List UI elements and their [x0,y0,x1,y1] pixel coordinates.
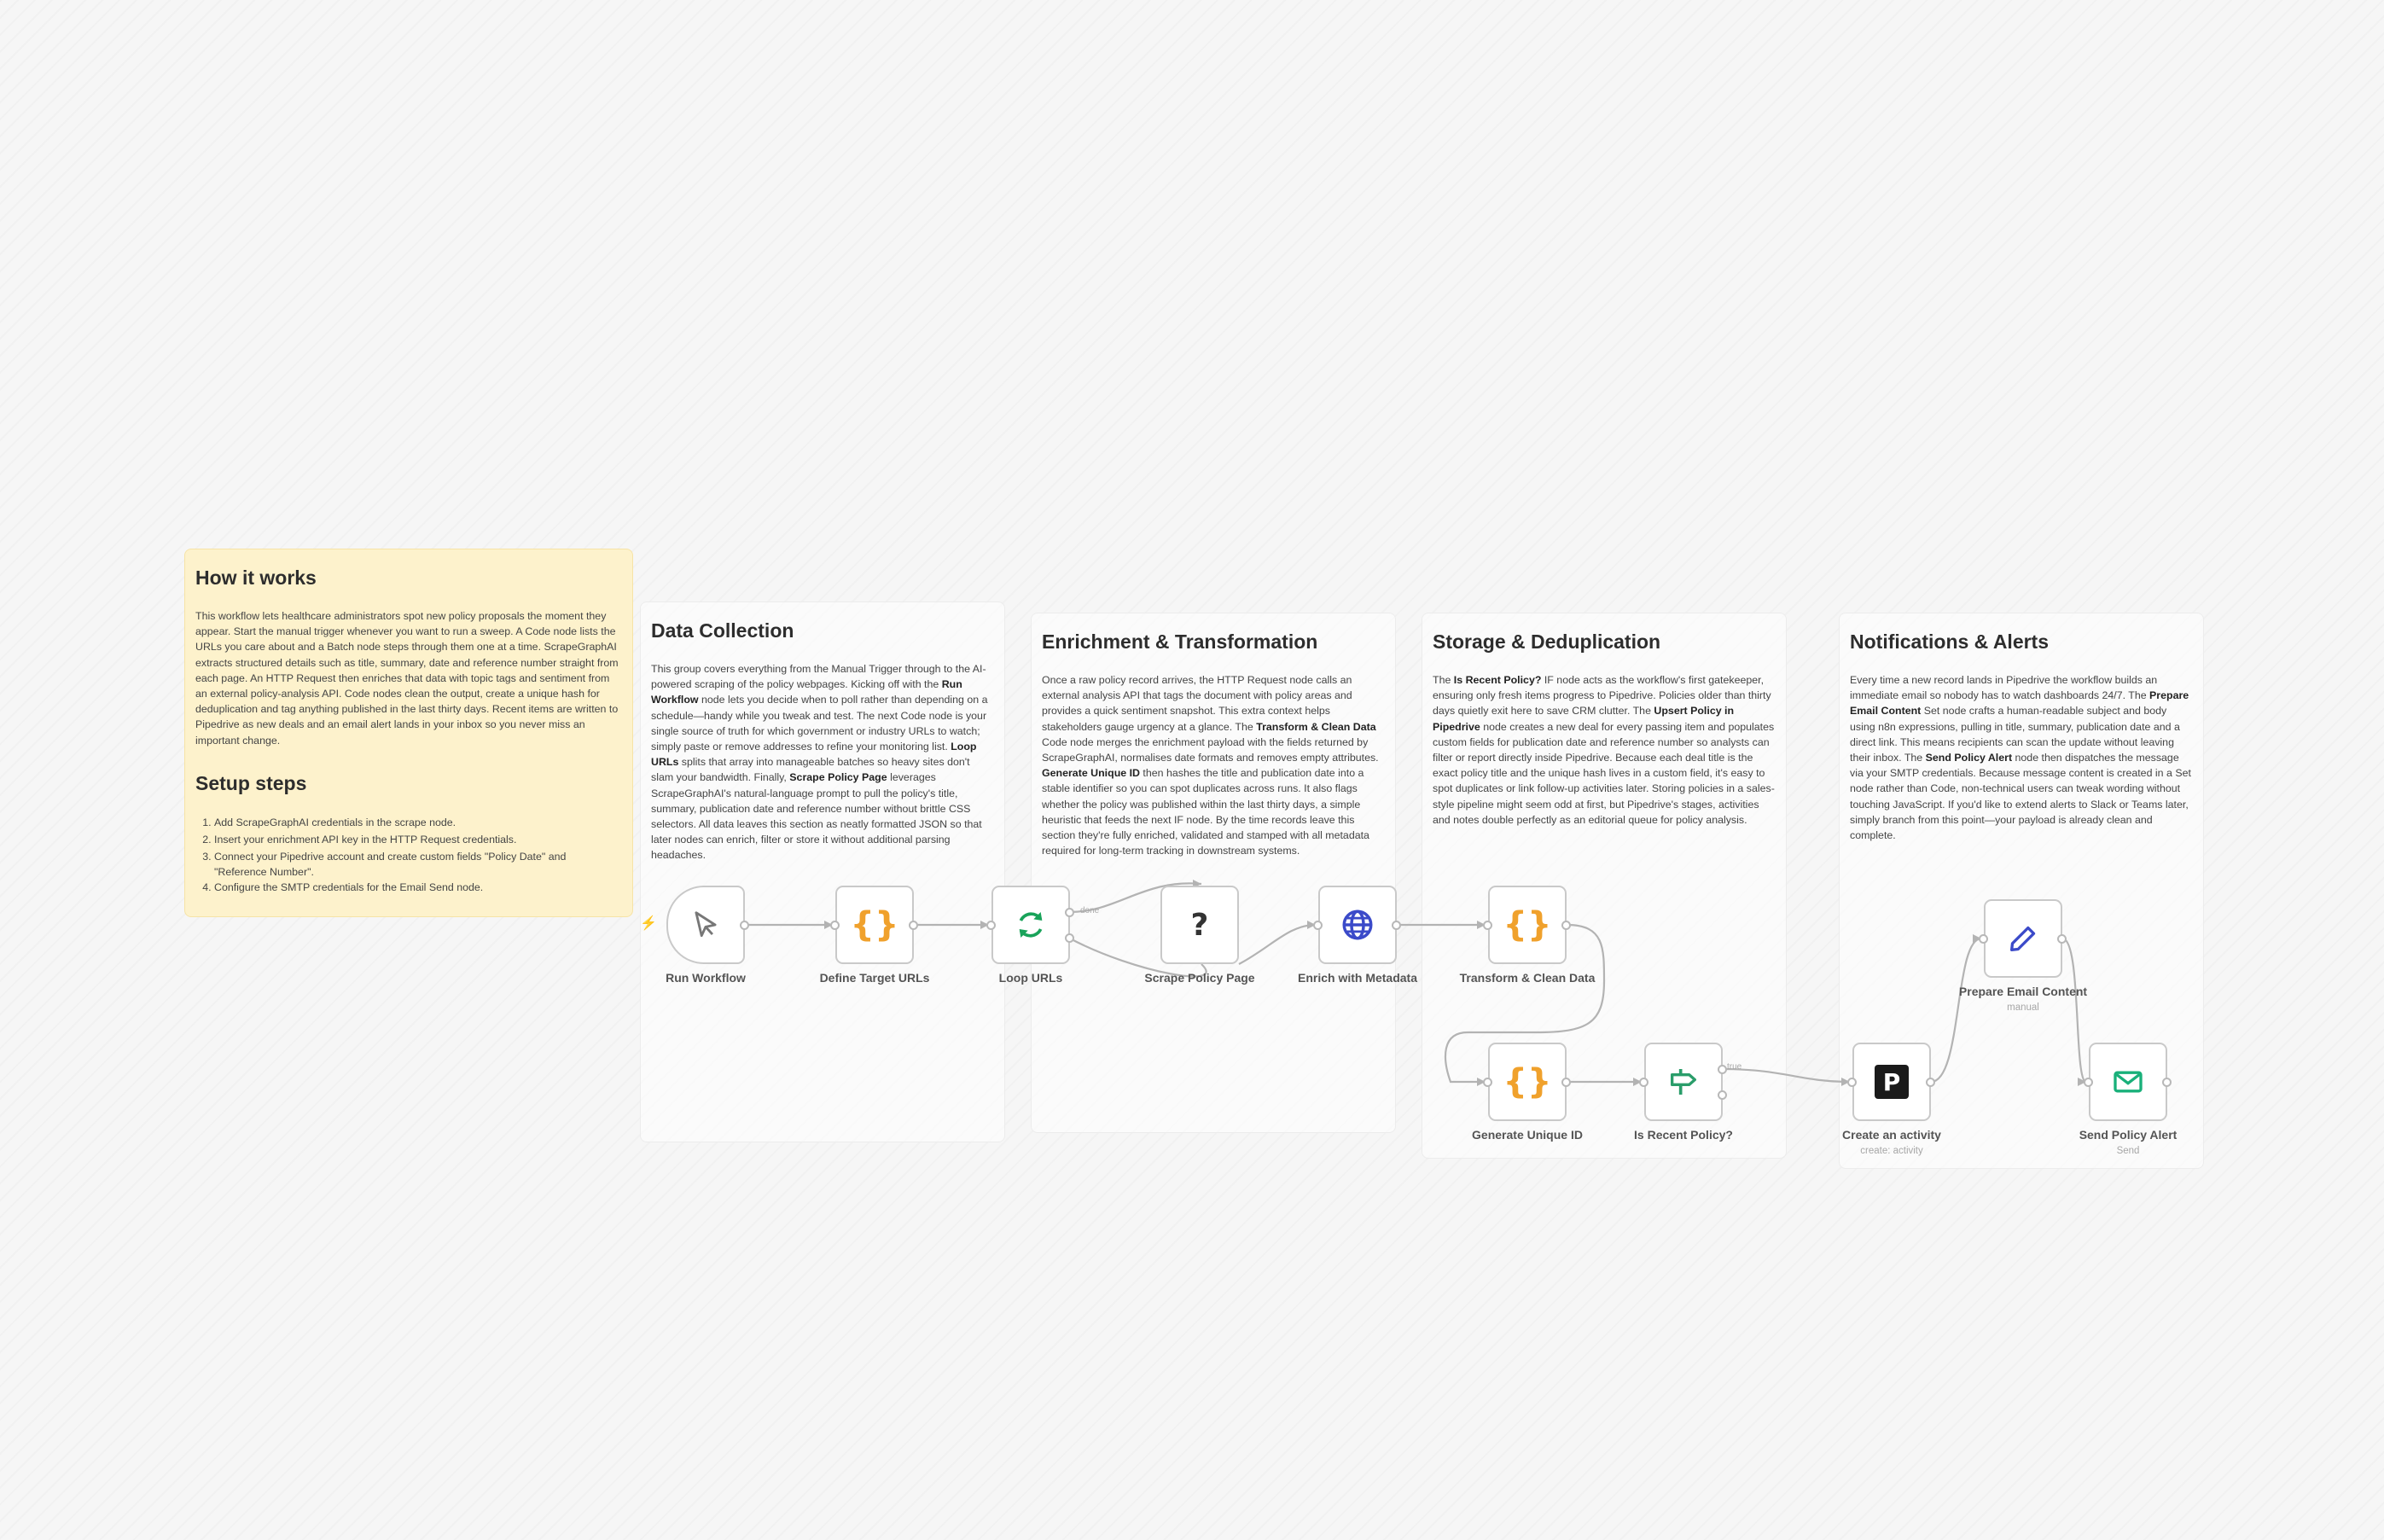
node-label: Define Target URLs [819,971,930,985]
sticky-body: Every time a new record lands in Pipedrive the workflow builds an immediate email so nobody has to watch dashboards 24/7. The Prepare Email Content Set node crafts a human-readable subject and body using n8n expressions, pulling in title, summary, publication date and a direct link. This means recipients can scan the update without leaving their inbox. The Send Policy Alert node then dispatches the message via your SMTP credentials. Because message content is created in a Set node rather than Code, non-technical users can tweak wording without touching JavaScript. If you'd like to extend alerts to Slack or Teams later, simply branch from this point—your payload is already clean and complete. [1850,674,2191,842]
cursor-icon [689,909,722,941]
edge-recent-activity [1723,1069,1850,1082]
node-sublabel: Send [2116,1146,2140,1156]
input-port[interactable] [1313,921,1323,930]
output-port[interactable] [2057,934,2067,944]
node-sublabel: manual [2007,1002,2039,1013]
sticky-title: Enrichment & Transformation [1042,631,1318,653]
refresh-icon [1014,908,1048,942]
node-sublabel: create: activity [1860,1146,1923,1156]
input-port[interactable] [986,921,996,930]
output-port[interactable] [740,921,749,930]
output-port-true[interactable] [1718,1065,1727,1074]
output-port[interactable] [2162,1078,2172,1087]
setup-step-line: 3. Connect your Pipedrive account and create custom fields "Policy Date" and [214,850,567,863]
pencil-icon [2006,921,2040,956]
sticky-title: Data Collection [651,619,794,642]
pipedrive-icon: P [1875,1065,1909,1099]
node-label: Run Workflow [666,971,746,985]
node-transform-clean-data[interactable] [1488,886,1567,964]
sticky-title: How it works [195,567,317,589]
node-prepare-email-content[interactable] [1984,899,2062,978]
node-label: Loop URLs [998,971,1063,985]
trigger-bolt-icon: ⚡ [640,916,657,931]
node-label: Transform & Clean Data [1459,971,1596,985]
globe-icon [1340,907,1375,943]
output-port[interactable] [1561,921,1571,930]
output-port-false[interactable] [1718,1090,1727,1100]
sticky-body: This workflow lets healthcare administrators spot new policy proposals the moment they appear. Start the manual trigger whenever you want to run a sweep. A Code node lists the URLs you care about and a Batch node steps through them one at a time. ScrapeGraphAI extracts structured details such as title, summary, date and reference number straight from each page. An HTTP Request then enriches that data with topic tags and sentiment from an external policy-analysis API. Code nodes clean the output, create a unique hash for deduplication and tag anything published in the last thirty days. Recent items are written to Pipedrive as new deals and an email alert lands in your inbox so you never miss an important change. [195,610,619,747]
edge-scrape-enrich [1239,925,1316,964]
question-icon: ? [1190,907,1209,943]
input-port[interactable] [1483,1078,1492,1087]
output-port[interactable] [1926,1078,1935,1087]
input-port[interactable] [2084,1078,2093,1087]
node-scrape-policy-page[interactable] [1160,886,1239,964]
sticky-body: This group covers everything from the Manual Trigger through to the AI-powered scraping of the policy webpages. Kicking off with the Run Workflow node lets you decide when to poll rather than depending on a schedule—handy while you tweak and test. The next Code node is your single source of truth for which government or industry URLs to watch; simply paste or remove addresses to refine your monitoring list. Loop URLs splits that array into manageable batches so heavy sites don't slam your bandwidth. Finally, Scrape Policy Page leverages ScrapeGraphAI's natural-language prompt to pull the policy's title, summary, publication date and reference number without brittle CSS selectors. All data leaves this section as neatly formatted JSON so that later nodes can enrich, filter or store it without additional parsing headaches. [651,663,988,862]
input-port[interactable] [1483,921,1492,930]
setup-step: 1. Add ScrapeGraphAI credentials in the scrape node. [214,814,622,831]
output-port[interactable] [909,921,918,930]
node-create-an-activity[interactable] [1852,1043,1931,1121]
input-port[interactable] [1639,1078,1648,1087]
sticky-body: Once a raw policy record arrives, the HTTP Request node calls an external analysis API that tags the document with policy areas and provides a quick sentiment snapshot. This extra context helps stakeholders gauge urgency at a glance. The Transform & Clean Data Code node merges the enrichment payload with the fields returned by ScrapeGraphAI, normalises date formats and removes empty attributes. Generate Unique ID then hashes the title and publication date into a stable identifier so you can spot duplicates across runs. It also flags whether the policy was published within the last thirty days, a simple heuristic that feeds the next IF node. By the time records leave this section they're fully enriched, validated and stamped with all metadata required for long-term tracking in downstream systems. [1042,674,1379,857]
output-port-done[interactable] [1065,908,1074,917]
setup-steps-title: Setup steps [195,771,307,794]
node-label: Enrich with Metadata [1297,971,1418,985]
input-port[interactable] [830,921,840,930]
input-port[interactable] [1847,1078,1857,1087]
node-label: Send Policy Alert [2079,1128,2178,1142]
node-enrich-with-metadata[interactable] [1318,886,1397,964]
node-label: Prepare Email Content [1958,985,2088,998]
setup-step-line: "Reference Number". [214,865,314,878]
node-label: Is Recent Policy? [1634,1128,1733,1142]
node-run-workflow[interactable] [666,886,745,964]
code-braces-icon: {} [1503,1062,1552,1101]
node-label: Scrape Policy Page [1144,971,1255,985]
sticky-body: The Is Recent Policy? IF node acts as the workflow's first gatekeeper, ensuring only fresh items progress to Pipedrive. Policies older than thirty days quietly exit here to save CRM clutter. The Upsert Policy in Pipedrive node creates a new deal for every passing item and populates custom fields for publication date and reference number so analysts can filter or report directly inside Pipedrive. Because each deal title is the exact policy title and the unique hash lives in a custom field, it's easy to spot duplicates or link follow-up activities later. Storing policies in a sales-style pipeline might seem odd at first, but Pipedrive's stages, activities and notes double perfectly as an editorial queue for policy analysis. [1433,674,1775,826]
edge-label-done: done [1080,906,1100,915]
sticky-title: Storage & Deduplication [1433,631,1661,653]
node-label: Create an activity [1842,1128,1941,1142]
output-port-loop[interactable] [1065,933,1074,943]
input-port[interactable] [1979,934,1988,944]
setup-step: 4. Configure the SMTP credentials for the Email Send node. [214,879,622,896]
node-loop-urls[interactable] [991,886,1070,964]
edge-label-true: true [1727,1062,1742,1072]
node-send-policy-alert[interactable] [2089,1043,2167,1121]
code-braces-icon: {} [850,905,899,944]
signpost-icon [1666,1065,1701,1099]
envelope-icon [2111,1065,2145,1099]
node-define-target-urls[interactable] [835,886,914,964]
node-is-recent-policy[interactable] [1644,1043,1723,1121]
node-generate-unique-id[interactable] [1488,1043,1567,1121]
node-label: Generate Unique ID [1472,1128,1583,1142]
output-port[interactable] [1392,921,1401,930]
output-port[interactable] [1561,1078,1571,1087]
code-braces-icon: {} [1503,905,1552,944]
sticky-title: Notifications & Alerts [1850,631,2050,653]
setup-step: 2. Insert your enrichment API key in the HTTP Request credentials. [214,831,622,848]
